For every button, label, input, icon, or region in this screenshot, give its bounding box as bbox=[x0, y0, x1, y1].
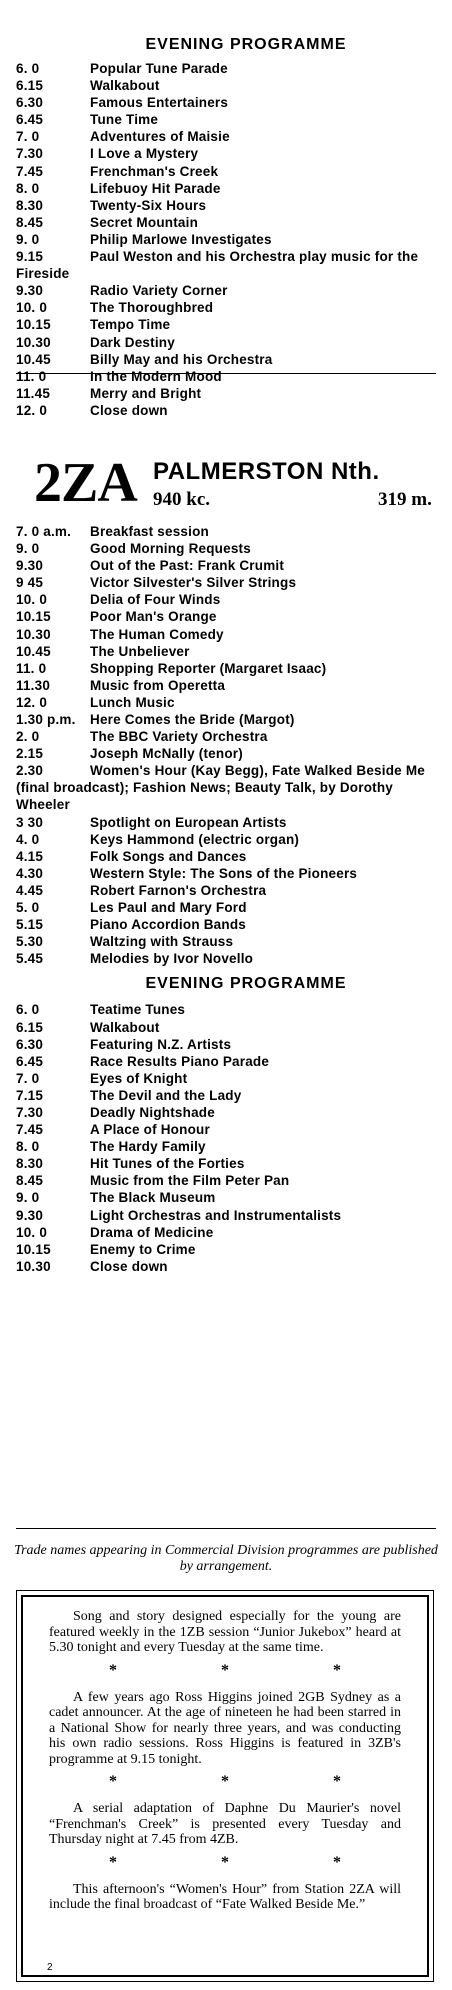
programme-time: 9. 0 bbox=[16, 231, 40, 247]
programme-title: Les Paul and Mary Ford bbox=[90, 900, 247, 916]
programme-title: Music from the Film Peter Pan bbox=[90, 1173, 290, 1189]
programme-title: Race Results Piano Parade bbox=[90, 1053, 270, 1069]
programme-entry bbox=[0, 197, 452, 214]
programme-title: Joseph McNally (tenor) bbox=[90, 746, 243, 762]
programme-time: 12. 0 bbox=[16, 694, 48, 710]
programme-title: Western Style: The Sons of the Pioneers bbox=[90, 865, 358, 881]
programme-time: 7.15 bbox=[16, 1087, 44, 1103]
programme-time: 6.45 bbox=[16, 112, 44, 128]
programme-title: Merry and Bright bbox=[90, 385, 202, 401]
programme-title: The Devil and the Lady bbox=[90, 1087, 242, 1103]
notes-box bbox=[16, 1590, 434, 1982]
programme-entry bbox=[0, 111, 452, 128]
programme-time: 7. 0 bbox=[16, 129, 40, 145]
programme-time: 10. 0 bbox=[16, 1224, 48, 1240]
programme-entry bbox=[0, 728, 452, 745]
programme-time: 2. 0 bbox=[16, 729, 40, 745]
divider-rule-1 bbox=[16, 373, 436, 374]
programme-entry bbox=[0, 214, 452, 231]
programme-title: The Thoroughbred bbox=[90, 300, 214, 316]
programme-time: 10.15 bbox=[16, 1241, 51, 1257]
daytime-programme-list bbox=[0, 523, 452, 967]
programme-title: Paul Weston and his Orchestra play music for the Fireside bbox=[16, 249, 419, 282]
programme-time: 7.45 bbox=[16, 1122, 44, 1138]
programme-entry bbox=[0, 402, 452, 419]
programme-time: 6.45 bbox=[16, 1053, 44, 1069]
programme-entry bbox=[0, 128, 452, 145]
programme-time: 10.45 bbox=[16, 351, 51, 367]
programme-time: 8. 0 bbox=[16, 180, 40, 196]
programme-time: 2.30 bbox=[16, 763, 44, 779]
programme-title: Music from Operetta bbox=[90, 677, 226, 693]
programme-title: Featuring N.Z. Artists bbox=[90, 1036, 232, 1052]
programme-title: Tune Time bbox=[90, 112, 159, 128]
programme-title: Famous Entertainers bbox=[90, 95, 229, 111]
programme-time: 8.30 bbox=[16, 197, 44, 213]
programme-entry bbox=[0, 145, 452, 162]
programme-time: 11.45 bbox=[16, 385, 51, 401]
programme-title: The BBC Variety Orchestra bbox=[90, 729, 268, 745]
programme-title: Light Orchestras and Instrumentalists bbox=[90, 1207, 342, 1223]
programme-time: 7. 0 bbox=[16, 1070, 40, 1086]
programme-time: 6.15 bbox=[16, 78, 44, 94]
programme-entry bbox=[0, 1104, 452, 1121]
programme-title: Teatime Tunes bbox=[90, 1002, 186, 1018]
programme-title: Delia of Four Winds bbox=[90, 592, 221, 608]
programme-time: 6. 0 bbox=[16, 1002, 40, 1018]
programme-time: 9.15 bbox=[16, 249, 44, 265]
programme-title: The Hardy Family bbox=[90, 1139, 206, 1155]
programme-title: Radio Variety Corner bbox=[90, 283, 228, 299]
programme-title: Breakfast session bbox=[90, 523, 209, 539]
programme-entry bbox=[0, 1155, 452, 1172]
programme-entry bbox=[0, 1019, 452, 1036]
station-city: PALMERSTON Nth. bbox=[153, 457, 380, 485]
programme-time: 11.30 bbox=[16, 677, 51, 693]
note-paragraph-womens-hour: This afternoon's “Women's Hour” from Station 2ZA will include the final broadcast of “Fate Walked Beside Me.” bbox=[49, 1881, 401, 1912]
programme-time: 9.30 bbox=[16, 283, 44, 299]
programme-time: 5.45 bbox=[16, 951, 44, 967]
programme-time: 12. 0 bbox=[16, 402, 48, 418]
programme-title: Dark Destiny bbox=[90, 334, 175, 350]
evening-programme-heading-2: EVENING PROGRAMME bbox=[145, 975, 347, 993]
programme-entry bbox=[0, 1121, 452, 1138]
programme-title: The Human Comedy bbox=[90, 626, 224, 642]
programme-entry bbox=[0, 248, 452, 282]
programme-title: Walkabout bbox=[90, 1019, 160, 1035]
programme-entry bbox=[0, 316, 452, 333]
programme-entry bbox=[0, 608, 452, 625]
note-paragraph-frenchmans-creek: A serial adaptation of Daphne Du Maurier's novel “Frenchman's Creek” is presented every Tuesday and Thursday night at 7.45 from 4ZB. bbox=[49, 1801, 401, 1847]
programme-entry bbox=[0, 1053, 452, 1070]
divider-rule-2 bbox=[16, 1528, 436, 1529]
programme-time: 6.15 bbox=[16, 1019, 44, 1035]
programme-entry bbox=[0, 77, 452, 94]
programme-entry bbox=[0, 882, 452, 899]
programme-entry bbox=[0, 299, 452, 316]
star-separator: * * * bbox=[109, 1853, 391, 1871]
programme-title: Out of the Past: Frank Crumit bbox=[90, 558, 285, 574]
star-separator: * * * bbox=[109, 1661, 391, 1679]
programme-entry bbox=[0, 643, 452, 660]
programme-time: 7.45 bbox=[16, 163, 44, 179]
programme-title: I Love a Mystery bbox=[90, 146, 199, 162]
programme-time: 4. 0 bbox=[16, 831, 40, 847]
programme-time: 10.15 bbox=[16, 609, 51, 625]
programme-title: Good Morning Requests bbox=[90, 541, 251, 557]
programme-entry bbox=[0, 1224, 452, 1241]
programme-entry bbox=[0, 1189, 452, 1206]
programme-time: 9. 0 bbox=[16, 541, 40, 557]
programme-entry bbox=[0, 660, 452, 677]
programme-time: 4.30 bbox=[16, 865, 44, 881]
programme-time: 6.30 bbox=[16, 1036, 44, 1052]
programme-title: Walkabout bbox=[90, 78, 160, 94]
programme-entry bbox=[0, 351, 452, 368]
programme-title: Secret Mountain bbox=[90, 214, 199, 230]
programme-title: Lunch Music bbox=[90, 694, 175, 710]
programme-entry bbox=[0, 94, 452, 111]
programme-time: 4.45 bbox=[16, 882, 44, 898]
programme-entry bbox=[0, 1258, 452, 1275]
evening-programme-list-1 bbox=[0, 60, 452, 419]
programme-entry bbox=[0, 1138, 452, 1155]
programme-entry bbox=[0, 163, 452, 180]
programme-time: 10.30 bbox=[16, 334, 51, 350]
programme-entry bbox=[0, 1241, 452, 1258]
programme-title: Victor Silvester's Silver Strings bbox=[90, 575, 297, 591]
programme-entry bbox=[0, 231, 452, 248]
programme-time: 9.30 bbox=[16, 1207, 44, 1223]
programme-title: Melodies by Ivor Novello bbox=[90, 951, 254, 967]
programme-title: Drama of Medicine bbox=[90, 1224, 214, 1240]
programme-title: Poor Man's Orange bbox=[90, 609, 217, 625]
programme-time: 9.30 bbox=[16, 558, 44, 574]
programme-time: 10.30 bbox=[16, 626, 51, 642]
programme-title: Robert Farnon's Orchestra bbox=[90, 882, 267, 898]
programme-entry bbox=[0, 591, 452, 608]
programme-entry bbox=[0, 60, 452, 77]
programme-time: 6. 0 bbox=[16, 61, 40, 76]
programme-time: 10.30 bbox=[16, 1258, 51, 1274]
programme-time: 7.30 bbox=[16, 146, 44, 162]
programme-title: Eyes of Knight bbox=[90, 1070, 188, 1086]
programme-entry bbox=[0, 950, 452, 967]
programme-entry bbox=[0, 848, 452, 865]
programme-entry bbox=[0, 762, 452, 813]
programme-entry bbox=[0, 1172, 452, 1189]
programme-title: Spotlight on European Artists bbox=[90, 814, 287, 830]
programme-entry bbox=[0, 899, 452, 916]
programme-time: 6.30 bbox=[16, 95, 44, 111]
programme-time: 5.30 bbox=[16, 934, 44, 950]
programme-time: 10.45 bbox=[16, 643, 51, 659]
programme-title: Twenty-Six Hours bbox=[90, 197, 207, 213]
programme-entry bbox=[0, 711, 452, 728]
programme-title: Frenchman's Creek bbox=[90, 163, 219, 179]
programme-entry bbox=[0, 865, 452, 882]
programme-time: 10. 0 bbox=[16, 592, 48, 608]
programme-title: The Black Museum bbox=[90, 1190, 216, 1206]
programme-title: Shopping Reporter (Margaret Isaac) bbox=[90, 660, 327, 676]
programme-title: Close down bbox=[90, 402, 168, 418]
programme-time: 2.15 bbox=[16, 746, 44, 762]
station-wavelength: 319 m. bbox=[378, 488, 432, 510]
programme-entry bbox=[0, 831, 452, 848]
programme-entry bbox=[0, 334, 452, 351]
programme-entry bbox=[0, 574, 452, 591]
programme-title: In the Modern Mood bbox=[90, 368, 222, 384]
programme-entry bbox=[0, 745, 452, 762]
station-header bbox=[0, 449, 452, 519]
programme-entry bbox=[0, 814, 452, 831]
star-separator: * * * bbox=[109, 1773, 391, 1790]
programme-title: The Unbeliever bbox=[90, 643, 190, 659]
programme-time: 4.15 bbox=[16, 848, 44, 864]
programme-entry bbox=[0, 368, 452, 385]
programme-entry bbox=[0, 626, 452, 643]
programme-time: 8.30 bbox=[16, 1156, 44, 1172]
programme-title: Hit Tunes of the Forties bbox=[90, 1156, 245, 1172]
programme-title: Philip Marlowe Investigates bbox=[90, 231, 272, 247]
evening-programme-list-2 bbox=[0, 1001, 452, 1275]
programme-time: 3 30 bbox=[16, 814, 44, 830]
programme-title: Lifebuoy Hit Parade bbox=[90, 180, 221, 196]
programme-time: 5. 0 bbox=[16, 900, 40, 916]
station-call-sign: 2ZA bbox=[34, 451, 137, 514]
programme-title: Waltzing with Strauss bbox=[90, 934, 234, 950]
programme-time: 1.30 p.m. bbox=[16, 712, 76, 727]
station-frequency: 940 kc. bbox=[153, 488, 210, 510]
programme-time: 10.15 bbox=[16, 317, 51, 333]
note-paragraph-ross-higgins: A few years ago Ross Higgins joined 2GB Sydney as a cadet announcer. At the age of nineteen he had been starred in a National Show for nearly three years, and was conducting his own radio sessions. Ross Higgins is featured in 3ZB's programme at 9.15 tonight. bbox=[49, 1689, 401, 1767]
programme-entry bbox=[0, 1207, 452, 1224]
programme-entry bbox=[0, 933, 452, 950]
programme-time: 8.45 bbox=[16, 214, 44, 230]
programme-entry bbox=[0, 677, 452, 694]
programme-entry bbox=[0, 1036, 452, 1053]
programme-title: Billy May and his Orchestra bbox=[90, 351, 273, 367]
programme-title: Piano Accordion Bands bbox=[90, 917, 246, 933]
programme-title: Keys Hammond (electric organ) bbox=[90, 831, 300, 847]
programme-entry bbox=[0, 282, 452, 299]
programme-time: 9 45 bbox=[16, 575, 44, 591]
programme-time: 9. 0 bbox=[16, 1190, 40, 1206]
programme-time: 8.45 bbox=[16, 1173, 44, 1189]
programme-title: A Place of Honour bbox=[90, 1122, 210, 1138]
programme-entry bbox=[0, 916, 452, 933]
programme-title: Enemy to Crime bbox=[90, 1241, 196, 1257]
programme-entry bbox=[0, 1087, 452, 1104]
programme-title: Tempo Time bbox=[90, 317, 171, 333]
programme-time: 5.15 bbox=[16, 917, 44, 933]
page-mark: 2 bbox=[47, 1962, 53, 1973]
programme-title: Here Comes the Bride (Margot) bbox=[90, 712, 295, 727]
programme-entry bbox=[0, 694, 452, 711]
programme-entry bbox=[0, 523, 452, 540]
programme-time: 11. 0 bbox=[16, 368, 47, 384]
programme-title: Popular Tune Parade bbox=[90, 61, 228, 76]
programme-entry bbox=[0, 180, 452, 197]
evening-programme-heading-1: EVENING PROGRAMME bbox=[145, 36, 347, 53]
notes-box-inner bbox=[21, 1595, 429, 1977]
programme-title: Folk Songs and Dances bbox=[90, 848, 247, 864]
trade-names-note: Trade names appearing in Commercial Division programmes are published by arrangement. bbox=[14, 1543, 438, 1574]
programme-time: 8. 0 bbox=[16, 1139, 40, 1155]
programme-entry bbox=[0, 540, 452, 557]
programme-entry bbox=[0, 385, 452, 402]
programme-title: Women's Hour (Kay Begg), Fate Walked Beside Me (final broadcast); Fashion News; Beauty Talk, by Dorothy Wheeler bbox=[16, 763, 425, 813]
programme-entry bbox=[0, 1070, 452, 1087]
programme-entry bbox=[0, 1001, 452, 1018]
programme-title: Adventures of Maisie bbox=[90, 129, 230, 145]
programme-title: Deadly Nightshade bbox=[90, 1104, 215, 1120]
programme-time: 11. 0 bbox=[16, 660, 47, 676]
programme-entry bbox=[0, 557, 452, 574]
programme-time: 7.30 bbox=[16, 1104, 44, 1120]
programme-title: Close down bbox=[90, 1258, 168, 1274]
programme-time: 10. 0 bbox=[16, 300, 48, 316]
note-paragraph-junior-jukebox: Song and story designed especially for the young are featured weekly in the 1ZB session “Junior Jukebox” heard at 5.30 tonight and every Tuesday at the same time. bbox=[49, 1609, 401, 1655]
programme-time: 7. 0 a.m. bbox=[16, 523, 72, 539]
